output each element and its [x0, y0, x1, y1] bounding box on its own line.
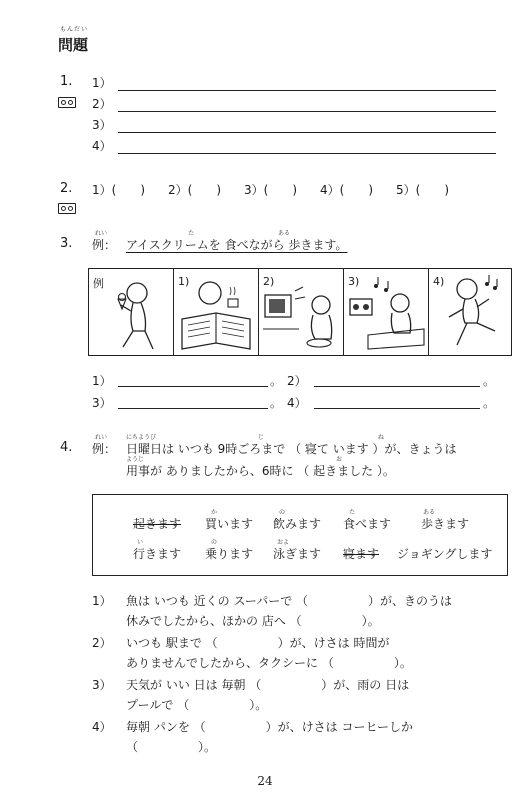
q4-item-line[interactable]: いつも 駅まで （ ）が、けさは 時間が [126, 636, 390, 650]
word-item: 泳ぎます [273, 547, 322, 561]
q3-answer-label: 4） [287, 396, 307, 410]
panel-4: 4) [429, 269, 513, 355]
ruby: にちようび [126, 434, 157, 441]
cassette-tape-icon [58, 203, 76, 214]
word-item: ジョギングします [397, 547, 493, 561]
answer-line[interactable] [118, 386, 268, 387]
sentence-end: 。 [270, 396, 283, 410]
word-item: 乗ります [205, 547, 254, 561]
q1-item-label: 1） [92, 76, 112, 90]
example-line-1: 日曜日は いつも 9時ごろまで （ 寝て います ）が、きょうは [126, 442, 457, 456]
q3-number: 3. [60, 236, 73, 251]
ruby: ようじ [126, 456, 145, 463]
ruby: の [211, 539, 218, 546]
q2-number: 2. [60, 181, 73, 196]
q3-answer-label: 3） [92, 396, 112, 410]
panel-2: 2) [259, 269, 344, 355]
q4-item-line[interactable]: 魚は いつも 近くの スーパーで （ ）が、きのうは [126, 594, 453, 608]
page-title: もんだい 問題 [58, 26, 89, 54]
word-item: 食べます [343, 517, 392, 531]
q4-item-line[interactable]: 休みでしたから、ほかの 店へ （ ）。 [126, 614, 380, 628]
answer-line[interactable] [118, 132, 496, 133]
q1-item-label: 3） [92, 118, 112, 132]
ruby: ある [423, 509, 436, 516]
example-line-2: 用事が ありましたから、6時に （ 起きました ）。 [126, 464, 395, 478]
q4-item-line[interactable]: （ ）。 [126, 740, 217, 754]
panel-1: 1) [174, 269, 259, 355]
q4-item-line[interactable]: プールで （ ）。 [126, 698, 268, 712]
panel-3: 3) [344, 269, 429, 355]
answer-line[interactable] [314, 408, 480, 409]
sentence-end: 。 [270, 374, 283, 388]
example-ruby: れい [95, 434, 108, 441]
q4-item-number: 1） [92, 594, 112, 608]
cassette-tape-icon [58, 97, 76, 108]
q2-answer-slot[interactable]: 5）( ) [396, 183, 449, 197]
ruby: た [188, 230, 195, 237]
ruby: お [336, 456, 343, 463]
word-item: 買います [205, 517, 254, 531]
q4-item-line[interactable]: 毎朝 パンを （ ）が、けさは コーヒーしか [126, 720, 413, 734]
ruby: ね [378, 434, 385, 441]
answer-line[interactable] [118, 90, 496, 91]
panel-example: 例 [89, 269, 174, 355]
q3-answer-label: 2） [287, 374, 307, 388]
page-number: 24 [257, 774, 273, 788]
sentence-end: 。 [483, 396, 496, 410]
q4-item-number: 2） [92, 636, 112, 650]
word-bank [92, 494, 508, 576]
word-item: 寝ます [343, 547, 380, 561]
title-ruby: もんだい [60, 26, 89, 33]
q1-item-label: 2） [92, 97, 112, 111]
q1-item-label: 4） [92, 139, 112, 153]
ruby: か [211, 509, 218, 516]
word-item: 起きます [133, 517, 182, 531]
ruby: ある [278, 230, 291, 237]
ruby: の [279, 509, 286, 516]
q4-item-number: 4） [92, 720, 112, 734]
example-label: 例： [92, 238, 117, 252]
q3-answer-label: 1） [92, 374, 112, 388]
answer-line[interactable] [118, 153, 496, 154]
ruby: およ [277, 539, 290, 546]
ruby: じ [258, 434, 265, 441]
q2-answer-slot[interactable]: 2）( ) [168, 183, 221, 197]
illustration-strip [88, 268, 512, 356]
q4-item-line[interactable]: 天気が いい 日は 毎朝 （ ）が、雨の 日は [126, 678, 410, 692]
example-label: 例： [92, 442, 117, 456]
example-ruby: れい [95, 230, 108, 237]
word-item: 歩きます [421, 517, 470, 531]
q2-answer-slot[interactable]: 3）( ) [244, 183, 297, 197]
q4-number: 4. [60, 440, 73, 455]
word-item: 行きます [133, 547, 182, 561]
q4-item-number: 3） [92, 678, 112, 692]
word-item: 飲みます [273, 517, 322, 531]
ruby: た [349, 509, 356, 516]
answer-line[interactable] [314, 386, 480, 387]
q2-answer-slot[interactable]: 4）( ) [320, 183, 373, 197]
answer-line[interactable] [118, 111, 496, 112]
ruby: い [137, 539, 144, 546]
q4-item-line[interactable]: ありませんでしたから、タクシーに （ ）。 [126, 656, 412, 670]
example-sentence: アイスクリームを 食べながら 歩きます。 [126, 238, 348, 252]
q2-answer-slot[interactable]: 1）( ) [92, 183, 145, 197]
q1-number: 1. [60, 74, 73, 89]
sentence-end: 。 [483, 374, 496, 388]
answer-line[interactable] [118, 408, 268, 409]
